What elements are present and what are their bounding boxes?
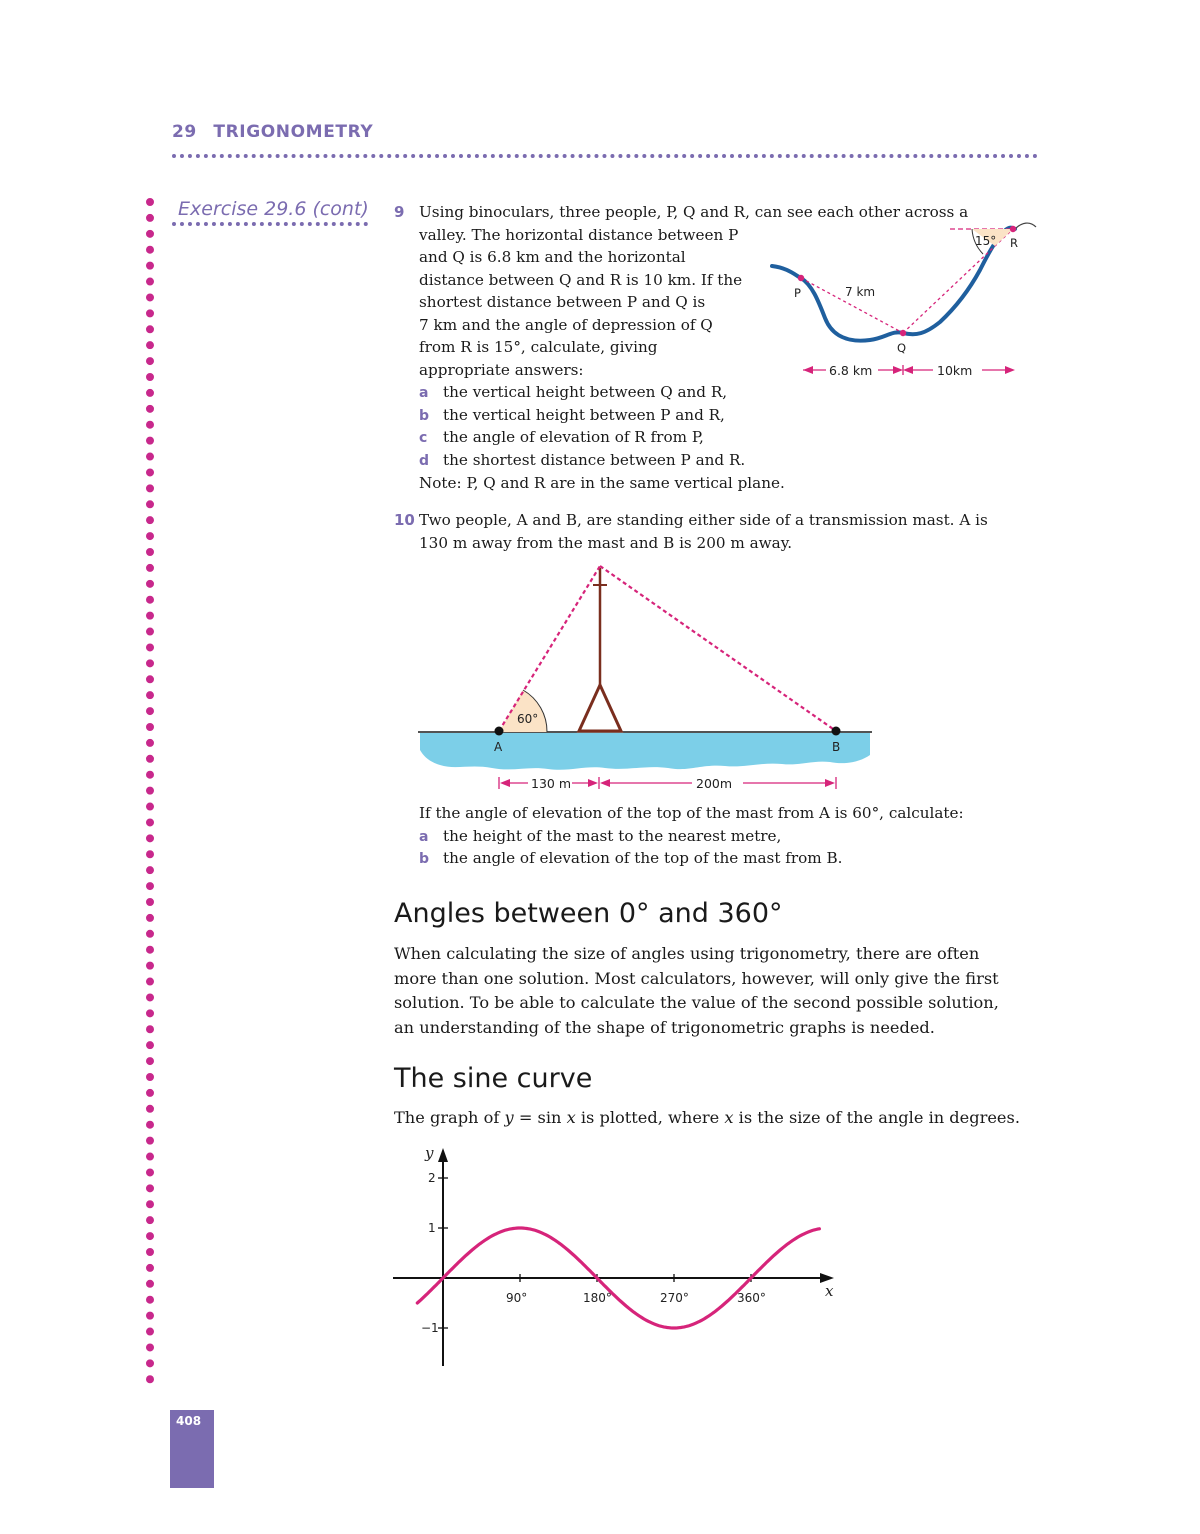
dim-arrow-a-right: [588, 779, 598, 787]
dim-arrow-b-right: [825, 779, 835, 787]
y-axis-arrow: [438, 1148, 448, 1162]
margin-dotted-rule: [146, 198, 154, 1384]
valley-rim-right: [1015, 223, 1036, 229]
sine-axes: [393, 1148, 834, 1366]
q9-line-6: 7 km and the angle of depression of Q: [419, 315, 713, 334]
q10-line-1: Two people, A and B, are standing either side of a transmission mast. A is: [419, 511, 988, 529]
section-heading-angles: Angles between 0° and 360°: [394, 898, 783, 929]
q9-part-c: c the angle of elevation of R from P,: [419, 428, 704, 446]
angles-line-4: an understanding of the shape of trigonometric graphs is needed.: [394, 1017, 935, 1037]
page-number: 408: [176, 1414, 202, 1428]
q9-note: Note: P, Q and R are in the same vertical plane.: [419, 474, 785, 492]
angles-line-2: more than one solution. Most calculators, however, will only give the first: [394, 968, 999, 988]
qr-sightline: [903, 229, 1013, 333]
x-axis-label: x: [825, 1282, 834, 1300]
sightline-a: [499, 566, 600, 731]
label-b: B: [832, 740, 841, 754]
q9-part-d: d the shortest distance between P and R.: [419, 450, 746, 469]
x-tick-label-270: 270°: [660, 1291, 689, 1305]
label-q: Q: [897, 341, 907, 355]
y-tick-label-1: 1: [428, 1221, 436, 1235]
dist-pq-label: 6.8 km: [829, 363, 873, 378]
q9-line-1: Using binoculars, three people, P, Q and R, can see each other across a: [419, 203, 969, 221]
exercise-label: Exercise 29.6 (cont): [178, 198, 369, 220]
x-tick-label-180: 180°: [583, 1291, 612, 1305]
angles-line-3: solution. To be able to calculate the value of the second possible solution,: [394, 993, 999, 1012]
q9-line-5: shortest distance between P and Q is: [419, 293, 706, 311]
q9-part-a: a the vertical height between Q and R,: [419, 383, 728, 401]
chapter-header: [172, 122, 373, 142]
y-tick-label--1: −1: [421, 1321, 439, 1335]
label-angle-15: 15°: [975, 234, 997, 248]
point-a: [495, 727, 504, 736]
q9-line-7: from R is 15°, calculate, giving: [419, 338, 658, 356]
dim-arrow-pq-left: [803, 366, 813, 374]
q10-prompt: If the angle of elevation of the top of the mast from A is 60°, calculate:: [419, 804, 964, 822]
dist-b-label: 200m: [696, 776, 733, 791]
x-tick-label-360: 360°: [737, 1291, 766, 1305]
mast-base: [579, 685, 621, 731]
point-b: [832, 727, 841, 736]
point-r: [1010, 226, 1016, 232]
q9-line-8: appropriate answers:: [419, 360, 584, 379]
section-heading-sine: The sine curve: [394, 1063, 593, 1094]
label-angle-60: 60°: [517, 712, 539, 726]
q9-line-4: distance between Q and R is 10 km. If the: [419, 270, 743, 289]
label-r: R: [1010, 236, 1018, 250]
angles-paragraph: [394, 942, 999, 1040]
exercise-dotted-rule: [172, 222, 368, 226]
chapter-number: 29: [172, 122, 197, 142]
q10-number: 10: [394, 511, 415, 529]
point-p: [798, 275, 804, 281]
q10-line-2: 130 m away from the mast and B is 200 m away.: [419, 534, 793, 552]
water-body: [420, 733, 870, 770]
sine-chart: [390, 1140, 840, 1370]
valley-diagram: [770, 218, 1045, 383]
header-dotted-rule: [172, 154, 1038, 158]
dim-arrow-pq-right: [893, 366, 903, 374]
q9-part-b: b the vertical height between P and R,: [419, 405, 725, 424]
dim-arrow-qr-right: [1005, 366, 1015, 374]
x-tick-label-90: 90°: [506, 1291, 528, 1305]
chapter-title: TRIGONOMETRY: [213, 122, 374, 142]
mast-diagram: [415, 555, 880, 795]
q9-number: 9: [394, 203, 405, 221]
dist-qr-label: 10km: [937, 363, 973, 378]
y-axis-label: y: [425, 1144, 434, 1162]
point-q: [900, 330, 906, 336]
q10-part-a: a the height of the mast to the nearest metre,: [419, 826, 782, 845]
q10-part-b: b the angle of elevation of the top of the mast from B.: [419, 849, 843, 867]
sightline-b: [600, 566, 836, 731]
label-pq-7km: 7 km: [845, 285, 876, 299]
dist-a-label: 130 m: [531, 776, 572, 791]
label-p: P: [794, 286, 801, 300]
y-tick-label-2: 2: [428, 1171, 436, 1185]
q9-line-3: and Q is 6.8 km and the horizontal: [419, 248, 686, 266]
q9-line-2: valley. The horizontal distance between P: [419, 225, 739, 244]
angles-line-1: When calculating the size of angles using trigonometry, there are often: [394, 944, 980, 963]
label-a: A: [494, 740, 503, 754]
sine-intro: The graph of y = sin x is plotted, where x is the size of the angle in degrees.: [394, 1108, 1020, 1127]
